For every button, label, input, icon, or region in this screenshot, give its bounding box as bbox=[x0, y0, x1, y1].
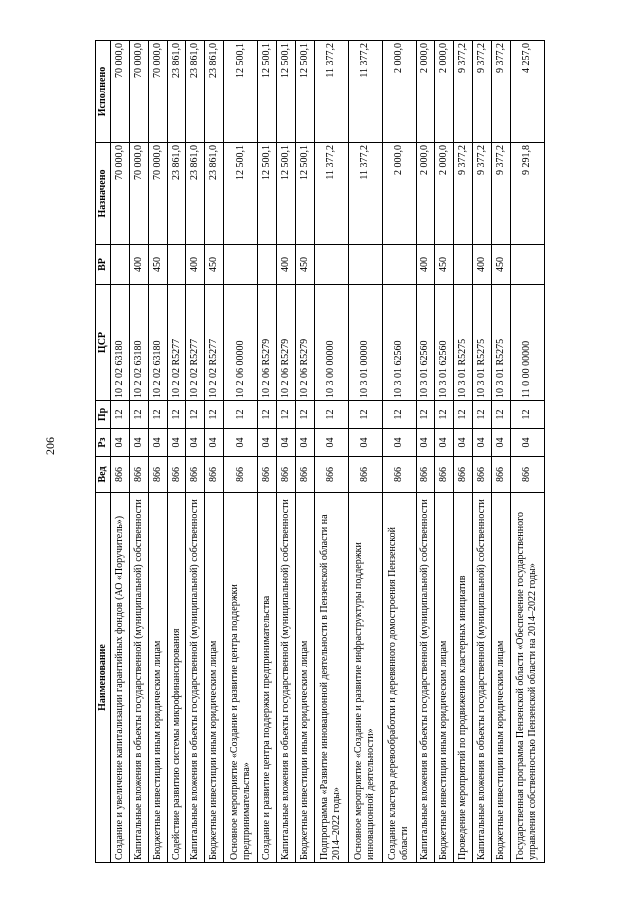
cell-name: Капитальные вложения в объекты государственной (муниципальной) собственности bbox=[473, 493, 492, 863]
header-name: Наименование bbox=[96, 493, 111, 863]
cell-executed: 70 000,0 bbox=[111, 41, 130, 143]
cell-ved: 866 bbox=[167, 457, 186, 493]
cell-rz: 04 bbox=[167, 429, 186, 457]
cell-vr bbox=[111, 245, 130, 285]
cell-pr: 12 bbox=[224, 401, 258, 429]
table-row bbox=[148, 41, 167, 863]
cell-pr: 12 bbox=[382, 401, 416, 429]
cell-name: Основное мероприятие «Создание и развитие центра поддержки предпринимательства» bbox=[224, 493, 258, 863]
cell-assigned: 23 861,0 bbox=[205, 143, 224, 245]
header-vr: ВР bbox=[96, 245, 111, 285]
cell-ved: 866 bbox=[473, 457, 492, 493]
cell-pr: 12 bbox=[473, 401, 492, 429]
cell-pr: 12 bbox=[491, 401, 510, 429]
cell-pr: 12 bbox=[295, 401, 314, 429]
cell-name: Создание кластера деревообработки и деревянного домостроения Пензенской области bbox=[382, 493, 416, 863]
cell-csr: 10 2 02 63180 bbox=[111, 285, 130, 401]
budget-table bbox=[95, 40, 545, 863]
cell-pr: 12 bbox=[258, 401, 277, 429]
cell-vr: 450 bbox=[205, 245, 224, 285]
cell-assigned: 23 861,0 bbox=[186, 143, 205, 245]
cell-vr: 400 bbox=[186, 245, 205, 285]
cell-ved: 866 bbox=[111, 457, 130, 493]
cell-vr: 450 bbox=[148, 245, 167, 285]
cell-csr: 10 3 00 00000 bbox=[314, 285, 348, 401]
cell-assigned: 70 000,0 bbox=[148, 143, 167, 245]
cell-vr bbox=[382, 245, 416, 285]
cell-vr: 450 bbox=[435, 245, 454, 285]
cell-assigned: 12 500,1 bbox=[258, 143, 277, 245]
cell-executed: 9 377,2 bbox=[491, 41, 510, 143]
cell-assigned: 12 500,1 bbox=[224, 143, 258, 245]
cell-rz: 04 bbox=[473, 429, 492, 457]
cell-csr: 10 2 02 R5277 bbox=[205, 285, 224, 401]
cell-rz: 04 bbox=[314, 429, 348, 457]
cell-pr: 12 bbox=[510, 401, 544, 429]
cell-rz: 04 bbox=[148, 429, 167, 457]
cell-ved: 866 bbox=[186, 457, 205, 493]
cell-name: Содействие развитию системы микрофинансирования bbox=[167, 493, 186, 863]
cell-assigned: 2 000,0 bbox=[435, 143, 454, 245]
cell-csr: 10 2 06 00000 bbox=[224, 285, 258, 401]
cell-rz: 04 bbox=[111, 429, 130, 457]
cell-vr: 450 bbox=[295, 245, 314, 285]
cell-pr: 12 bbox=[454, 401, 473, 429]
cell-executed: 12 500,1 bbox=[295, 41, 314, 143]
cell-name: Бюджетные инвестиции иным юридическим лицам bbox=[491, 493, 510, 863]
cell-assigned: 12 500,1 bbox=[276, 143, 295, 245]
cell-csr: 10 2 02 63180 bbox=[148, 285, 167, 401]
cell-executed: 9 377,2 bbox=[454, 41, 473, 143]
cell-executed: 23 861,0 bbox=[205, 41, 224, 143]
cell-rz: 04 bbox=[186, 429, 205, 457]
cell-executed: 2 000,0 bbox=[435, 41, 454, 143]
cell-csr: 10 2 02 R5277 bbox=[167, 285, 186, 401]
cell-ved: 866 bbox=[205, 457, 224, 493]
cell-name: Бюджетные инвестиции иным юридическим лицам bbox=[148, 493, 167, 863]
table-row bbox=[510, 41, 544, 863]
cell-vr: 400 bbox=[129, 245, 148, 285]
cell-rz: 04 bbox=[224, 429, 258, 457]
cell-vr bbox=[167, 245, 186, 285]
header-executed: Исполнено bbox=[96, 41, 111, 143]
cell-csr: 10 2 06 R5279 bbox=[276, 285, 295, 401]
cell-executed: 70 000,0 bbox=[148, 41, 167, 143]
cell-pr: 12 bbox=[186, 401, 205, 429]
cell-name: Проведение мероприятий по продвижению кластерных инициатив bbox=[454, 493, 473, 863]
cell-csr: 10 3 01 62560 bbox=[382, 285, 416, 401]
cell-ved: 866 bbox=[258, 457, 277, 493]
cell-vr bbox=[314, 245, 348, 285]
cell-csr: 10 2 06 R5279 bbox=[295, 285, 314, 401]
cell-rz: 04 bbox=[348, 429, 382, 457]
cell-ved: 866 bbox=[295, 457, 314, 493]
table-row bbox=[167, 41, 186, 863]
cell-pr: 12 bbox=[111, 401, 130, 429]
cell-executed: 2 000,0 bbox=[382, 41, 416, 143]
cell-assigned: 2 000,0 bbox=[382, 143, 416, 245]
cell-ved: 866 bbox=[491, 457, 510, 493]
cell-executed: 11 377,2 bbox=[314, 41, 348, 143]
cell-vr bbox=[258, 245, 277, 285]
cell-ved: 866 bbox=[454, 457, 473, 493]
cell-csr: 10 3 01 R5275 bbox=[491, 285, 510, 401]
cell-name: Создание и увеличение капитализации гарантийных фондов (АО «Поручитель») bbox=[111, 493, 130, 863]
header-ved: Вед bbox=[96, 457, 111, 493]
table-row bbox=[258, 41, 277, 863]
cell-ved: 866 bbox=[510, 457, 544, 493]
cell-assigned: 9 377,2 bbox=[473, 143, 492, 245]
table-row bbox=[435, 41, 454, 863]
cell-assigned: 70 000,0 bbox=[129, 143, 148, 245]
cell-csr: 10 2 02 R5277 bbox=[186, 285, 205, 401]
cell-vr: 400 bbox=[416, 245, 435, 285]
header-csr: ЦСР bbox=[96, 285, 111, 401]
cell-pr: 12 bbox=[314, 401, 348, 429]
cell-name: Бюджетные инвестиции иным юридическим лицам bbox=[205, 493, 224, 863]
cell-pr: 12 bbox=[205, 401, 224, 429]
cell-csr: 10 3 01 R5275 bbox=[473, 285, 492, 401]
cell-ved: 866 bbox=[416, 457, 435, 493]
cell-pr: 12 bbox=[276, 401, 295, 429]
cell-ved: 866 bbox=[382, 457, 416, 493]
cell-pr: 12 bbox=[435, 401, 454, 429]
cell-rz: 04 bbox=[205, 429, 224, 457]
cell-pr: 12 bbox=[167, 401, 186, 429]
cell-csr: 11 0 00 00000 bbox=[510, 285, 544, 401]
cell-rz: 04 bbox=[510, 429, 544, 457]
cell-rz: 04 bbox=[276, 429, 295, 457]
table-row bbox=[491, 41, 510, 863]
cell-name: Создание и развитие центра поддержки предпринимательства bbox=[258, 493, 277, 863]
header-pr: Пр bbox=[96, 401, 111, 429]
table-row bbox=[348, 41, 382, 863]
table-row bbox=[295, 41, 314, 863]
cell-assigned: 23 861,0 bbox=[167, 143, 186, 245]
cell-executed: 12 500,1 bbox=[224, 41, 258, 143]
cell-executed: 12 500,1 bbox=[276, 41, 295, 143]
cell-vr: 400 bbox=[473, 245, 492, 285]
cell-assigned: 9 377,2 bbox=[454, 143, 473, 245]
cell-csr: 10 2 02 63180 bbox=[129, 285, 148, 401]
cell-name: Подпрограмма «Развитие инновационной деятельности в Пензенской области на 2014–2022 годы» bbox=[314, 493, 348, 863]
cell-vr bbox=[348, 245, 382, 285]
table-row bbox=[454, 41, 473, 863]
cell-pr: 12 bbox=[148, 401, 167, 429]
cell-pr: 12 bbox=[416, 401, 435, 429]
cell-name: Капитальные вложения в объекты государственной (муниципальной) собственности bbox=[186, 493, 205, 863]
cell-vr: 450 bbox=[491, 245, 510, 285]
table-row bbox=[205, 41, 224, 863]
cell-executed: 9 377,2 bbox=[473, 41, 492, 143]
table-row bbox=[416, 41, 435, 863]
cell-pr: 12 bbox=[348, 401, 382, 429]
cell-vr bbox=[454, 245, 473, 285]
cell-pr: 12 bbox=[129, 401, 148, 429]
cell-assigned: 9 377,2 bbox=[491, 143, 510, 245]
cell-ved: 866 bbox=[129, 457, 148, 493]
header-rz: Рз bbox=[96, 429, 111, 457]
cell-executed: 23 861,0 bbox=[186, 41, 205, 143]
table-row bbox=[276, 41, 295, 863]
cell-name: Государственная программа Пензенской области «Обеспечение государственного управления собственностью Пензенской области на 2014–2022 годы» bbox=[510, 493, 544, 863]
cell-ved: 866 bbox=[148, 457, 167, 493]
cell-name: Капитальные вложения в объекты государственной (муниципальной) собственности bbox=[416, 493, 435, 863]
cell-assigned: 70 000,0 bbox=[111, 143, 130, 245]
cell-csr: 10 3 01 R5275 bbox=[454, 285, 473, 401]
cell-assigned: 11 377,2 bbox=[348, 143, 382, 245]
cell-assigned: 2 000,0 bbox=[416, 143, 435, 245]
cell-executed: 70 000,0 bbox=[129, 41, 148, 143]
cell-csr: 10 2 06 R5279 bbox=[258, 285, 277, 401]
cell-ved: 866 bbox=[276, 457, 295, 493]
table-row bbox=[224, 41, 258, 863]
cell-rz: 04 bbox=[129, 429, 148, 457]
cell-ved: 866 bbox=[435, 457, 454, 493]
cell-rz: 04 bbox=[491, 429, 510, 457]
cell-rz: 04 bbox=[382, 429, 416, 457]
cell-assigned: 11 377,2 bbox=[314, 143, 348, 245]
cell-executed: 23 861,0 bbox=[167, 41, 186, 143]
cell-name: Капитальные вложения в объекты государственной (муниципальной) собственности bbox=[129, 493, 148, 863]
table-header-row bbox=[96, 41, 111, 863]
cell-name: Основное мероприятие «Создание и развитие инфраструктуры поддержки инновационной деятельности» bbox=[348, 493, 382, 863]
table-row bbox=[111, 41, 130, 863]
cell-name: Бюджетные инвестиции иным юридическим лицам bbox=[435, 493, 454, 863]
table-row bbox=[473, 41, 492, 863]
cell-assigned: 12 500,1 bbox=[295, 143, 314, 245]
budget-table-rotated bbox=[95, 41, 545, 863]
cell-ved: 866 bbox=[348, 457, 382, 493]
cell-rz: 04 bbox=[295, 429, 314, 457]
table-row bbox=[314, 41, 348, 863]
cell-executed: 2 000,0 bbox=[416, 41, 435, 143]
cell-name: Бюджетные инвестиции иным юридическим лицам bbox=[295, 493, 314, 863]
cell-csr: 10 3 01 62560 bbox=[435, 285, 454, 401]
cell-ved: 866 bbox=[314, 457, 348, 493]
cell-assigned: 9 291,8 bbox=[510, 143, 544, 245]
table-row bbox=[129, 41, 148, 863]
cell-ved: 866 bbox=[224, 457, 258, 493]
cell-executed: 4 257,0 bbox=[510, 41, 544, 143]
cell-rz: 04 bbox=[258, 429, 277, 457]
page-number: 206 bbox=[43, 437, 57, 455]
cell-vr bbox=[510, 245, 544, 285]
cell-csr: 10 3 01 00000 bbox=[348, 285, 382, 401]
cell-executed: 11 377,2 bbox=[348, 41, 382, 143]
table-body bbox=[111, 41, 545, 863]
cell-rz: 04 bbox=[416, 429, 435, 457]
cell-vr bbox=[224, 245, 258, 285]
cell-rz: 04 bbox=[435, 429, 454, 457]
cell-rz: 04 bbox=[454, 429, 473, 457]
cell-name: Капитальные вложения в объекты государственной (муниципальной) собственности bbox=[276, 493, 295, 863]
header-assigned: Назначено bbox=[96, 143, 111, 245]
table-row bbox=[186, 41, 205, 863]
cell-executed: 12 500,1 bbox=[258, 41, 277, 143]
table-row bbox=[382, 41, 416, 863]
cell-vr: 400 bbox=[276, 245, 295, 285]
cell-csr: 10 3 01 62560 bbox=[416, 285, 435, 401]
